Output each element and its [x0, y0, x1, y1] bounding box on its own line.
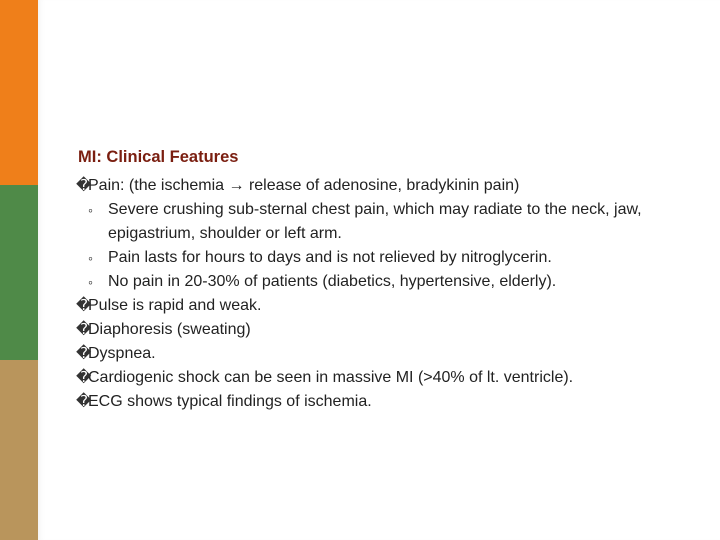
bullet-icon: �: [76, 177, 92, 194]
left-accent-bar: [0, 0, 38, 540]
bullet-text: Diaphoresis (sweating): [88, 321, 251, 338]
slide-title: MI: Clinical Features: [78, 148, 239, 166]
bullet-icon: �: [76, 345, 92, 362]
sub-item-text: No pain in 20-30% of patients (diabetics, hypertensive, elderly).: [108, 273, 557, 290]
bullet-row: [78, 174, 678, 198]
sub-item-text: Pain lasts for hours to days and is not relieved by nitroglycerin.: [108, 249, 552, 266]
bullet-icon: �: [76, 297, 92, 314]
bullet-text-content: Pain: (the ischemia → release of adenosine, bradykinin pain): [88, 177, 520, 194]
sub-item: [78, 198, 678, 246]
bullet-text: ECG shows typical findings of ischemia.: [88, 393, 372, 410]
accent-segment-green: [0, 185, 38, 360]
sub-bullet-icon: ◦: [88, 274, 93, 290]
accent-segment-orange: [0, 0, 38, 185]
sub-bullet-icon: ◦: [88, 250, 93, 266]
sub-item-text: Severe crushing sub-sternal chest pain, which may radiate to the neck, jaw, epigastrium, shoulder or left arm.: [108, 201, 642, 242]
accent-segment-tan: [0, 360, 38, 540]
bullet-item-pulse: [78, 294, 678, 318]
bullet-icon: �: [76, 369, 92, 386]
bullet-icon: �: [76, 321, 92, 338]
bullet-item-pain: [78, 174, 678, 294]
bullet-item-diaphoresis: [78, 318, 678, 342]
sub-item: [78, 246, 678, 270]
slide-content: [78, 174, 678, 414]
sub-list: [78, 198, 678, 294]
bullet-item-cardiogenic-shock: [78, 366, 678, 390]
bullet-item-dyspnea: [78, 342, 678, 366]
bullet-icon: �: [76, 393, 92, 410]
bullet-item-ecg: [78, 390, 678, 414]
bullet-text: Cardiogenic shock can be seen in massive MI (>40% of lt. ventricle).: [88, 369, 574, 386]
bullet-text: [88, 177, 519, 194]
bullet-text: Dyspnea.: [88, 345, 156, 362]
sub-item: [78, 270, 678, 294]
bullet-text: Pulse is rapid and weak.: [88, 297, 262, 314]
sub-bullet-icon: ◦: [88, 202, 93, 218]
